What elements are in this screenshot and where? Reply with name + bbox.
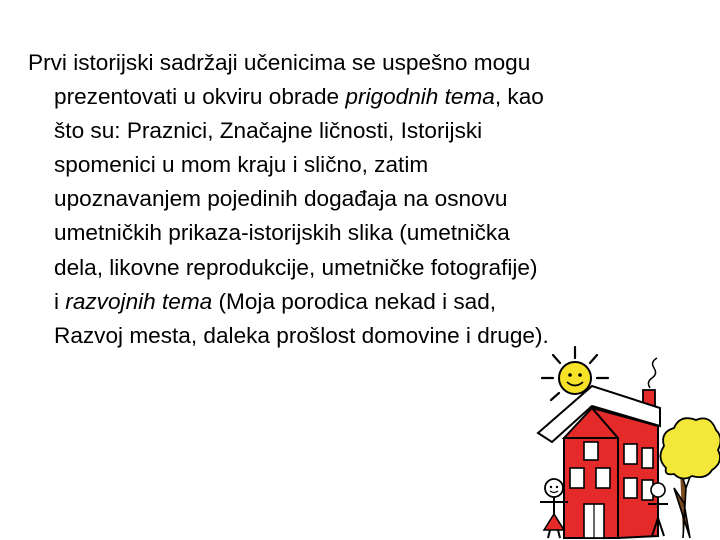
text-segment: i bbox=[54, 288, 66, 314]
italic-term: razvojnih tema bbox=[65, 288, 213, 314]
smoke-icon bbox=[648, 358, 657, 388]
clipart-illustration bbox=[500, 338, 720, 540]
text-segment: , kao bbox=[494, 84, 544, 110]
house-icon bbox=[538, 386, 660, 538]
body-paragraph bbox=[28, 46, 708, 353]
tree-icon bbox=[660, 418, 720, 538]
text-line: dela, likovne reprodukcije, umetničke fotografije) bbox=[54, 254, 538, 280]
text-line: što su: Praznici, Značajne ličnosti, Istorijski bbox=[54, 118, 483, 144]
italic-term: prigodnih tema bbox=[345, 84, 495, 110]
text-line: Prvi istorijski sadržaji učenicima se uspešno mogu bbox=[28, 50, 531, 75]
text-line: Razvoj mesta, daleka prošlost domovine i druge). bbox=[54, 322, 549, 348]
text-line bbox=[28, 80, 708, 114]
text-line: upoznavanjem pojedinih događaja na osnovu bbox=[54, 186, 508, 212]
text-line bbox=[28, 285, 708, 319]
text-segment: prezentovati u okviru obrade bbox=[54, 84, 346, 110]
text-segment: (Moja porodica nekad i sad, bbox=[212, 288, 497, 314]
text-line: umetničkih prikaza-istorijskih slika (umetnička bbox=[54, 220, 510, 246]
text-line: spomenici u mom kraju i slično, zatim bbox=[54, 152, 429, 178]
